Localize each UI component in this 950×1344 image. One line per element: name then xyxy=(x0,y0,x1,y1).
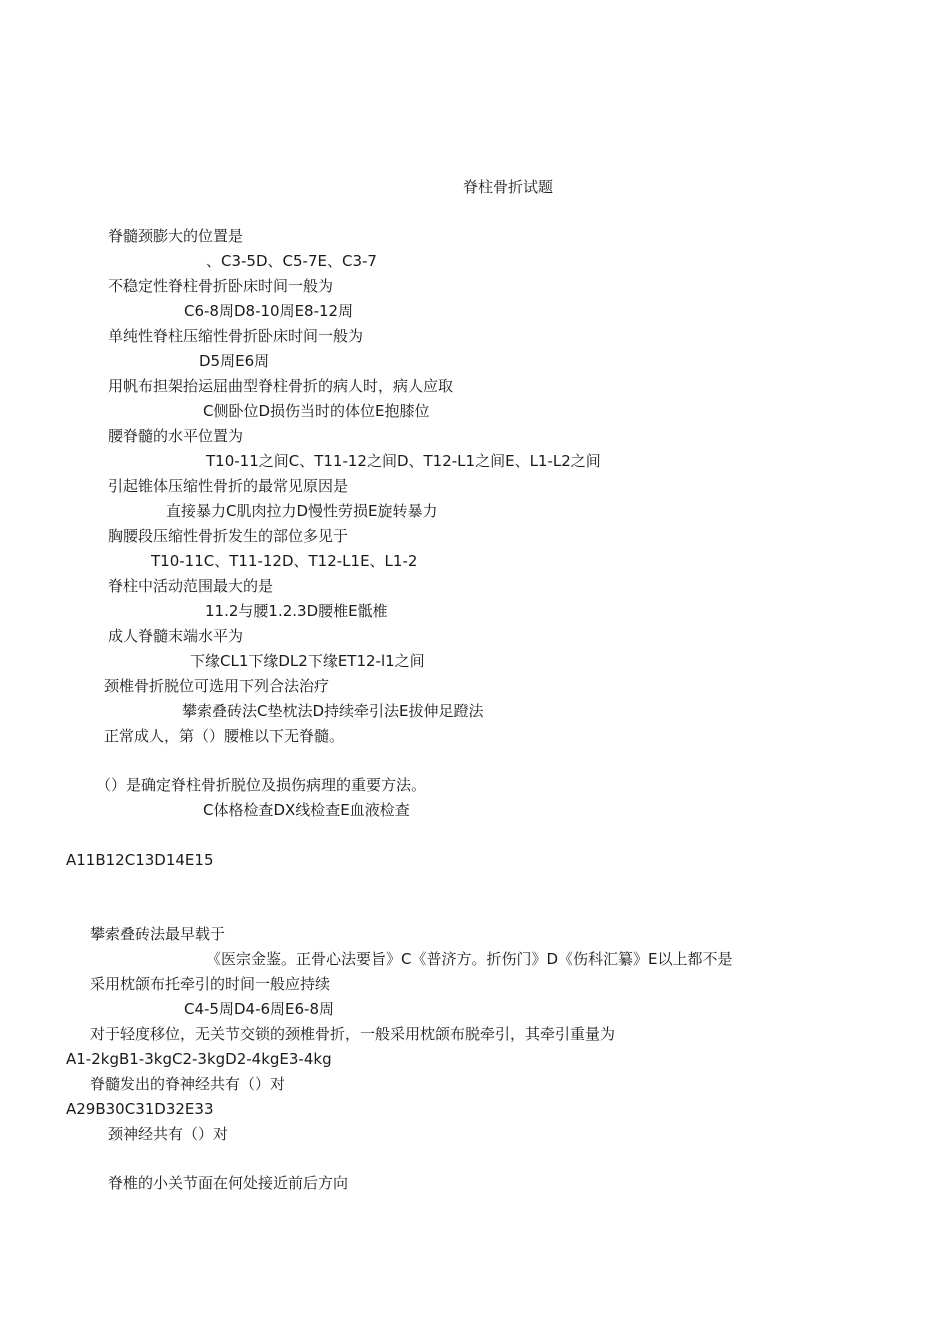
question-text: 颈神经共有（）对 xyxy=(108,1125,229,1143)
question-text: 用帆布担架抬运屈曲型脊柱骨折的病人时，病人应取 xyxy=(108,377,454,395)
answer-options: C6-8周D8-10周E8-12周 xyxy=(184,302,354,320)
question-text: 脊椎的小关节面在何处接近前后方向 xyxy=(108,1174,349,1192)
answer-options: C4-5周D4-6周E6-8周 xyxy=(184,1000,335,1018)
answer-options: 、C3-5D、C5-7E、C3-7 xyxy=(206,252,377,270)
question-text: 不稳定性脊柱骨折卧床时间一般为 xyxy=(108,277,334,295)
answer-options: 《医宗金鉴。正骨心法要旨》C《普济方。折伤门》D《伤科汇纂》E以上都不是 xyxy=(206,950,733,968)
question-text: 腰脊髓的水平位置为 xyxy=(108,427,244,445)
question-text: 对于轻度移位，无关节交锁的颈椎骨折，一般采用枕颌布脱牵引，其牵引重量为 xyxy=(90,1025,616,1043)
question-text: 颈椎骨折脱位可选用下列合法治疗 xyxy=(104,677,330,695)
question-text: （）是确定脊柱骨折脱位及损伤病理的重要方法。 xyxy=(96,776,427,794)
answer-options: 11.2与腰1.2.3D腰椎E骶椎 xyxy=(205,602,388,620)
answer-options: A29B30C31D32E33 xyxy=(66,1100,214,1118)
answer-options: A1-2kgB1-3kgC2-3kgD2-4kgE3-4kg xyxy=(66,1050,332,1068)
question-text: 采用枕颌布托牵引的时间一般应持续 xyxy=(90,975,331,993)
answer-options: 直接暴力C肌肉拉力D慢性劳损E旋转暴力 xyxy=(166,502,438,520)
question-text: 胸腰段压缩性骨折发生的部位多见于 xyxy=(108,527,349,545)
question-text: 攀索叠砖法最早载于 xyxy=(90,925,226,943)
answer-options: C侧卧位D损伤当时的体位E抱膝位 xyxy=(203,402,430,420)
question-text: 正常成人，第（）腰椎以下无脊髓。 xyxy=(104,727,345,745)
question-text: 脊髓发出的脊神经共有（）对 xyxy=(90,1075,286,1093)
question-text: 脊柱中活动范围最大的是 xyxy=(108,577,274,595)
page-title: 脊柱骨折试题 xyxy=(463,178,554,196)
question-text: 引起锥体压缩性骨折的最常见原因是 xyxy=(108,477,349,495)
question-text: 脊髓颈膨大的位置是 xyxy=(108,227,244,245)
answer-options: 攀索叠砖法C垫枕法D持续牵引法E拔伸足蹬法 xyxy=(182,702,484,720)
answer-options: D5周E6周 xyxy=(199,352,270,370)
answer-options: T10-11C、T11-12D、T12-L1E、L1-2 xyxy=(151,552,418,570)
answer-options: T10-11之间C、T11-12之间D、T12-L1之间E、L1-L2之间 xyxy=(206,452,601,470)
question-text: 单纯性脊柱压缩性骨折卧床时间一般为 xyxy=(108,327,364,345)
question-text: 成人脊髓末端水平为 xyxy=(108,627,244,645)
answer-options: 下缘CL1下缘DL2下缘ET12-l1之间 xyxy=(190,652,425,670)
answer-options: A11B12C13D14E15 xyxy=(66,851,214,869)
answer-options: C体格检查DX线检查E血液检查 xyxy=(203,801,410,819)
